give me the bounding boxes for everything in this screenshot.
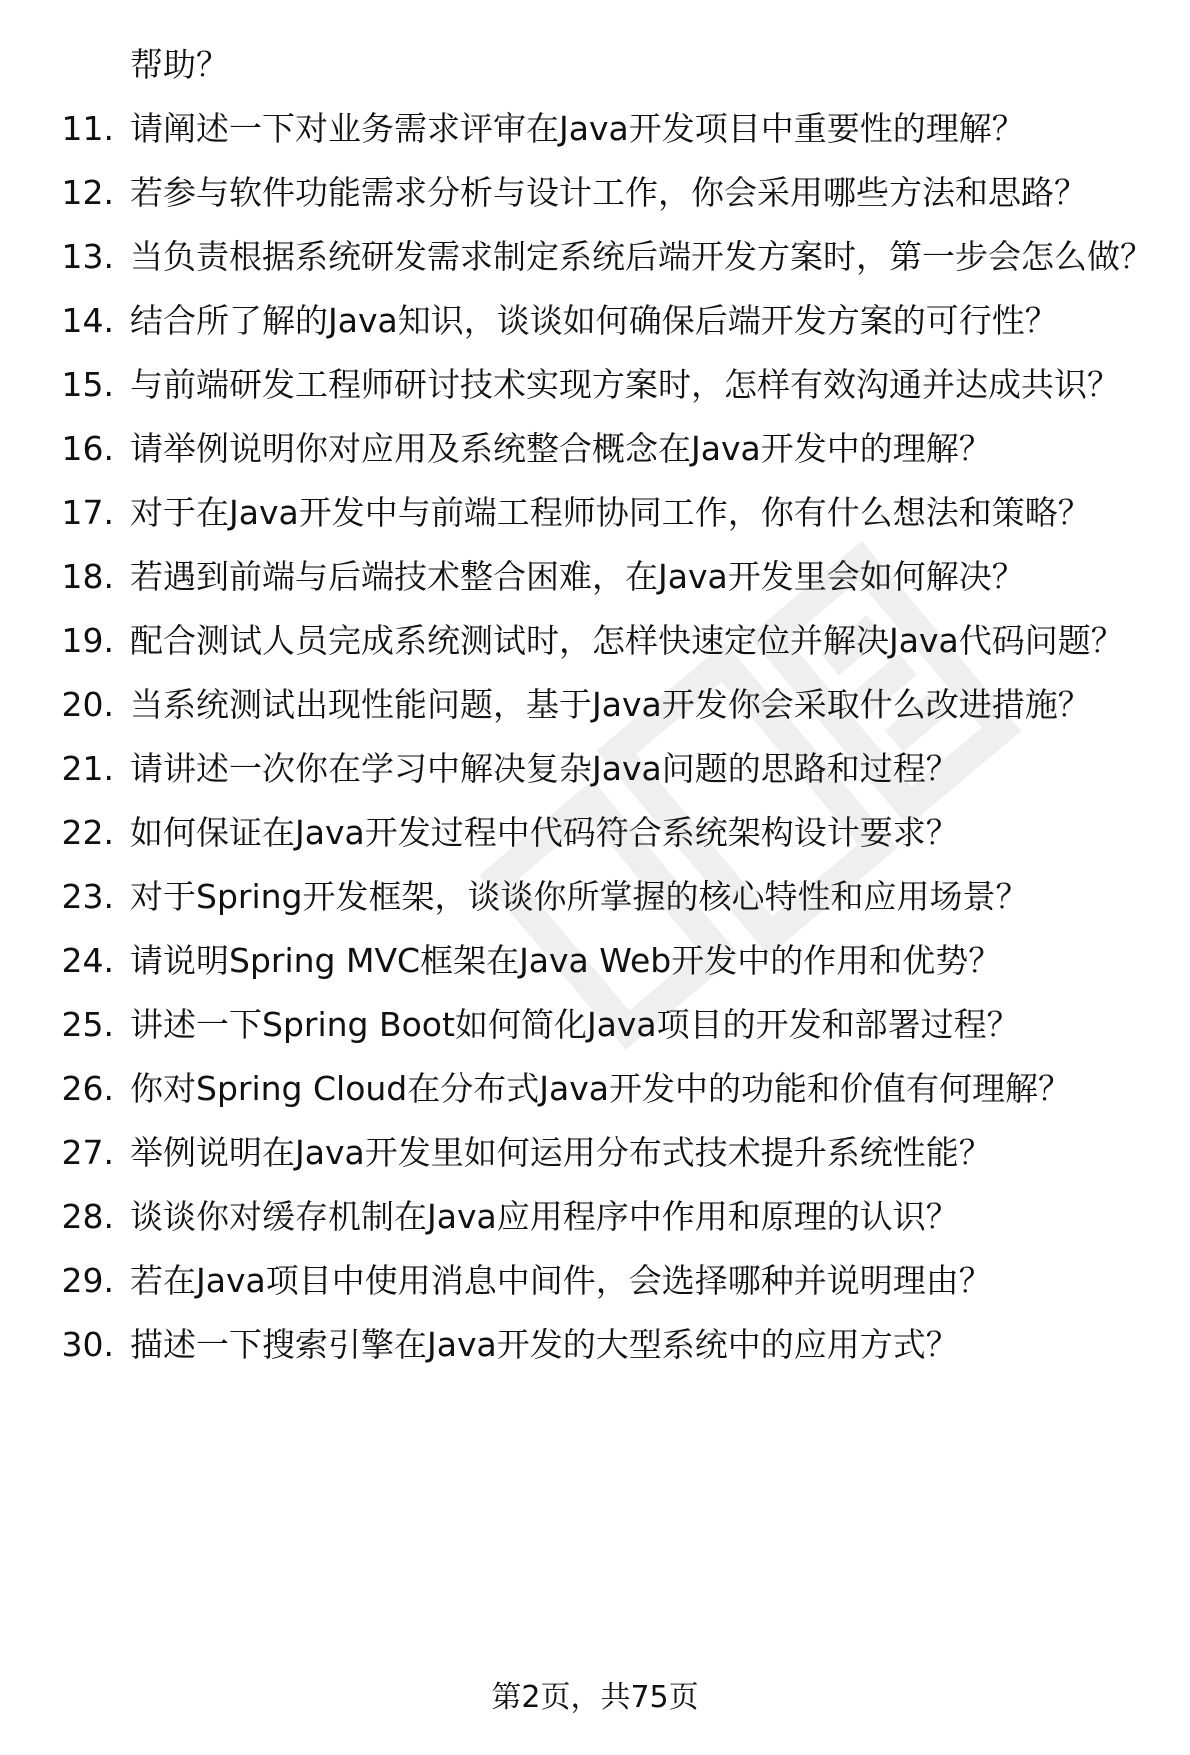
item-text: 当系统测试出现性能问题，基于Java开发你会采取什么改进措施？ [130,685,1091,724]
list-item [0,1260,1190,1302]
list-item [0,556,1190,598]
item-text: 与前端研发工程师研讨技术实现方案时，怎样有效沟通并达成共识？ [130,365,1120,404]
item-text: 举例说明在Java开发里如何运用分布式技术提升系统性能？ [130,1133,992,1172]
list-item [0,44,1190,86]
page-number-footer: 第2页，共75页 [491,1680,699,1715]
question-list [0,44,1190,1388]
item-text: 对于在Java开发中与前端工程师协同工作，你有什么想法和策略？ [130,493,1091,532]
list-item [0,1196,1190,1238]
item-text: 讲述一下Spring Boot如何简化Java项目的开发和部署过程？ [130,1005,1020,1044]
list-item [0,1004,1190,1046]
item-text: 配合测试人员完成系统测试时，怎样快速定位并解决Java代码问题？ [130,621,1124,660]
list-item [0,812,1190,854]
list-item [0,364,1190,406]
item-text: 你对Spring Cloud在分布式Java开发中的功能和价值有何理解？ [130,1069,1071,1108]
item-text: 请说明Spring MVC框架在Java Web开发中的作用和优势？ [130,941,1002,980]
list-item [0,492,1190,534]
item-text: 若遇到前端与后端技术整合困难，在Java开发里会如何解决？ [130,557,1025,596]
item-number: 19. [61,621,114,660]
list-item [0,940,1190,982]
list-item [0,684,1190,726]
item-text: 谈谈你对缓存机制在Java应用程序中作用和原理的认识？ [130,1197,959,1236]
item-text: 请举例说明你对应用及系统整合概念在Java开发中的理解？ [130,429,992,468]
item-text: 如何保证在Java开发过程中代码符合系统架构设计要求？ [130,813,959,852]
item-number: 12. [61,173,114,212]
item-number: 14. [61,301,114,340]
list-item [0,108,1190,150]
list-item [0,300,1190,342]
list-item [0,236,1190,278]
item-number: 11. [61,109,114,148]
item-number: 24. [61,941,114,980]
list-item [0,620,1190,662]
item-text: 帮助？ [130,45,229,84]
item-text: 请讲述一次你在学习中解决复杂Java问题的思路和过程？ [130,749,959,788]
list-item [0,172,1190,214]
list-item [0,748,1190,790]
item-text: 描述一下搜索引擎在Java开发的大型系统中的应用方式？ [130,1325,959,1364]
item-number: 21. [61,749,114,788]
list-item [0,1068,1190,1110]
list-item [0,428,1190,470]
item-text: 对于Spring开发框架，谈谈你所掌握的核心特性和应用场景？ [130,877,1029,916]
list-item [0,876,1190,918]
item-number: 27. [61,1133,114,1172]
item-number: 25. [61,1005,114,1044]
item-number: 15. [61,365,114,404]
item-number: 29. [61,1261,114,1300]
item-number: 18. [61,557,114,596]
item-number: 30. [61,1325,114,1364]
item-text: 若在Java项目中使用消息中间件，会选择哪种并说明理由？ [130,1261,992,1300]
item-number: 20. [61,685,114,724]
item-text: 结合所了解的Java知识，谈谈如何确保后端开发方案的可行性？ [130,301,1058,340]
item-text: 若参与软件功能需求分析与设计工作，你会采用哪些方法和思路？ [130,173,1087,212]
item-number: 16. [61,429,114,468]
item-number: 17. [61,493,114,532]
item-text: 当负责根据系统研发需求制定系统后端开发方案时，第一步会怎么做？ [130,237,1153,276]
list-item [0,1132,1190,1174]
item-number: 26. [61,1069,114,1108]
item-number: 13. [61,237,114,276]
item-number: 28. [61,1197,114,1236]
list-item [0,1324,1190,1366]
item-number: 23. [61,877,114,916]
item-text: 请阐述一下对业务需求评审在Java开发项目中重要性的理解？ [130,109,1025,148]
item-number: 22. [61,813,114,852]
